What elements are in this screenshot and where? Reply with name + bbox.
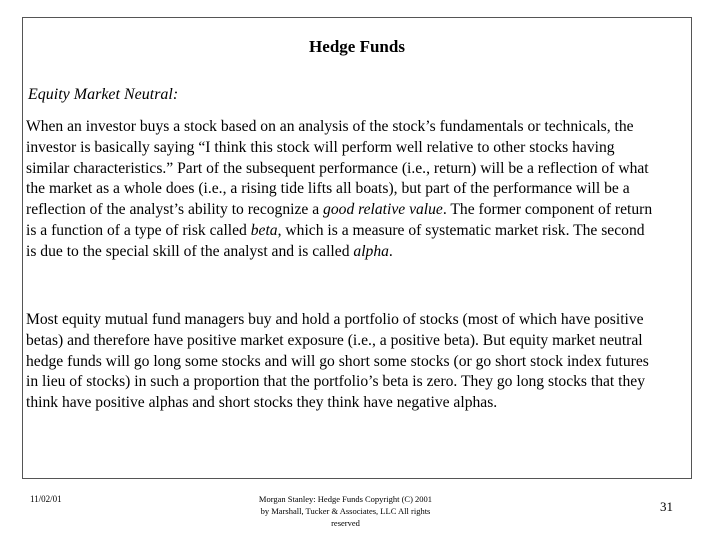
slide-title: Hedge Funds <box>309 37 405 56</box>
section-subtitle: Equity Market Neutral: <box>28 86 179 103</box>
footer-copyright-line3: reserved <box>331 518 360 528</box>
p1-emphasis-alpha: alpha <box>353 242 389 260</box>
footer-copyright <box>228 493 463 529</box>
p1-text-b: . The former component of return is a function of a type of risk called <box>26 201 653 239</box>
footer-copyright-line1: Morgan Stanley: Hedge Funds Copyright (C) 2001 <box>258 494 433 504</box>
p1-text-a: When an investor buys a stock based on an analysis of the stock’s fundamentals or technicals, the investor is basically saying “I think this stock will perform well relative to other stocks having similar characteristics.” Part of the subsequent performance (i.e., return) will be a reflection of what the market as a whole does (i.e., a rising tide lifts all boats), but part of the performance will be a reflection of the analyst’s ability to recognize a <box>26 118 649 219</box>
p1-text-c: , which is a measure of systematic market risk. The second is due to the special skill of the analyst and is called <box>26 221 645 260</box>
p1-emphasis-good-relative-value: good relative value <box>323 201 443 219</box>
p1-emphasis-beta: beta <box>250 221 278 239</box>
page-number: 31 <box>660 499 673 514</box>
footer-copyright-line2: by Marshall, Tucker & Associates, LLC All rights <box>260 506 431 516</box>
footer-date: 11/02/01 <box>30 494 62 504</box>
paragraph-market-neutral: Most equity mutual fund managers buy and hold a portfolio of stocks (most of which have positive betas) and therefore have positive market exposure (i.e., a positive beta). But equity market neutral hedge funds will go long some stocks and will go short some stocks (or go short stock index futures in lieu of stocks) in such a proportion that the portfolio’s beta is zero. They go long stocks that they think have positive alphas and short stocks they think have negative alphas. <box>26 311 649 412</box>
p1-text-d: . <box>388 242 393 260</box>
paragraph-beta-alpha <box>26 117 654 263</box>
